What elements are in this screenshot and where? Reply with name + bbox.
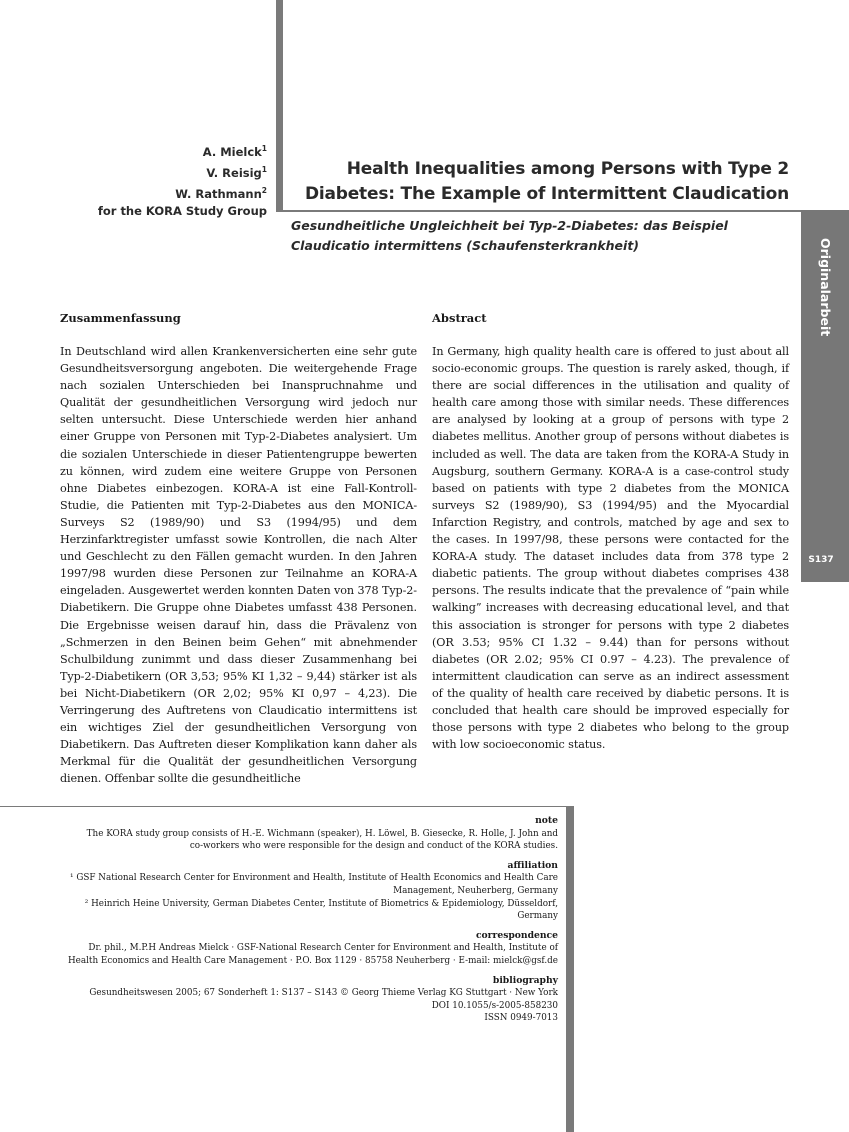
author-list	[60, 140, 267, 220]
side-tab	[801, 210, 849, 582]
note-line: co-workers who were responsible for the design and conduct of the KORA studies.	[189, 841, 558, 852]
author-group: for the KORA Study Group	[97, 204, 267, 219]
affiliation-line: ¹ GSF National Research Center for Environment and Health, Institute of Health Economics and Health Care	[70, 873, 558, 884]
author: V. Reisig$^1$	[206, 164, 267, 180]
paper-title-line: Diabetes: The Example of Intermittent Claudication	[304, 184, 789, 204]
affiliation-block	[40, 860, 558, 923]
affiliation-line: ² Heinrich Heine University, German Diabetes Center, Institute of Biometrics & Epidemiology, Düsseldorf,	[84, 898, 558, 909]
german-subtitle: Gesundheitliche Ungleichheit bei Typ-2-Diabetes: das Beispiel Claudicatio intermittens (Schaufensterkrankheit)	[291, 218, 728, 253]
article-type-label: Originalarbeit	[818, 237, 833, 337]
correspondence-line: Dr. phil., M.P.H Andreas Mielck · GSF-National Research Center for Environment and Health, Institute of	[88, 943, 558, 954]
abstract-section	[432, 310, 789, 753]
note-block	[40, 815, 558, 853]
author: W. Rathmann$^2$	[175, 185, 267, 201]
affiliation-heading: affiliation	[507, 859, 558, 871]
footnote-vertical-rule	[566, 806, 574, 1132]
footnote-box	[40, 815, 558, 1032]
abstract-text: In Germany, high quality health care is offered to just about all socio-economic groups. The question is rarely asked, though, if there are social differences in the utilisation and quality of health care among those with similar needs. These differences are analysed by looking at a group of persons with type 2 diabetes mellitus. Another group of persons without diabetes is included as well. The data are taken from the KORA-A Study in Augsburg, southern Germany. KORA-A is a case-control study based on patients with type 2 diabetes from the MONICA surveys S2 (1989/90), S3 (1994/95) and the Myocardial Infarction Registry, and controls, matched by age and sex to the cases. In 1997/98, these persons were contacted for the KORA-A study. The dataset includes data from 378 type 2 diabetic patients. The group without diabetes comprises 438 persons. The results indicate that the prevalence of “pain while walking” increases with decreasing educational level, and that this association is stronger for persons with type 2 diabetes (OR 3.53; 95% CI 1.32 – 9.44) than for persons without diabetes (OR 2.02; 95% CI 0.97 – 4.23). The prevalence of intermittent claudication can serve as an indirect assessment of the quality of health care received by diabetic persons. It is concluded that health care should be improved especially for those persons with type 2 diabetes who belong to the group with low socioeconomic status.	[432, 345, 789, 752]
correspondence-block	[40, 930, 558, 968]
affiliation-line: Germany	[517, 911, 558, 922]
zusammenfassung-heading: Zusammenfassung	[60, 311, 181, 325]
correspondence-line: Health Economics and Health Care Management · P.O. Box 1129 · 85758 Neuherberg · E-mail: mielck@gsf.de	[67, 955, 558, 966]
header-vertical-rule	[276, 0, 283, 212]
abstract-heading: Abstract	[432, 311, 487, 325]
bibliography-line: ISSN 0949-7013	[484, 1013, 558, 1024]
paper-title	[290, 157, 789, 207]
note-heading: note	[535, 815, 558, 826]
note-line: The KORA study group consists of H.-E. Wichmann (speaker), H. Löwel, B. Giesecke, R. Holle, J. John and	[86, 828, 558, 839]
bibliography-line: Gesundheitswesen 2005; 67 Sonderheft 1: S137 – S143 © Georg Thieme Verlag KG Stuttgart · New York	[89, 988, 558, 999]
footnote-top-rule	[0, 806, 574, 807]
bibliography-line: DOI 10.1055/s-2005-858230	[431, 1000, 558, 1011]
bibliography-heading: bibliography	[492, 974, 558, 986]
author: A. Mielck$^1$	[202, 144, 267, 159]
page-number: S137	[808, 555, 834, 565]
bibliography-block	[40, 975, 558, 1025]
paper-title-line: Health Inequalities among Persons with Type 2	[346, 159, 789, 179]
affiliation-line: Management, Neuherberg, Germany	[393, 885, 558, 896]
zusammenfassung-text: In Deutschland wird allen Krankenversicherten eine sehr gute Gesundheitsversorgung angeboten. Die weitergehende Frage nach sozialen Unterschieden bei Inanspruchnahme und Qualität der gesundheitlichen Versorgung wird jedoch nur selten untersucht. Diese Unterschiede werden hier anhand einer Gruppe von Personen mit Typ-2-Diabetes analysiert. Um die sozialen Unterschiede in dieser Patientengruppe bewerten zu können, wird zudem eine weitere Gruppe von Personen ohne Diabetes einbezogen. KORA-A ist eine Fall-Kontroll-Studie, die Patienten mit Typ-2-Diabetes aus den MONICA-Surveys S2 (1989/90) und S3 (1994/95) und dem Herzinfarktregister umfasst sowie Kontrollen, die nach Alter und Geschlecht zu den Fällen gemacht wurden. In den Jahren 1997/98 wurden diese Personen zur Teilnahme an KORA-A eingeladen. Ausgewertet werden konnten Daten von 378 Typ-2-Diabetikern. Die Gruppe ohne Diabetes umfasst 438 Personen. Die Ergebnisse weisen darauf hin, dass die Prävalenz von „Schmerzen in den Beinen beim Gehen“ mit abnehmender Schulbildung zunimmt und dass dieser Zusammenhang bei Typ-2-Diabetikern (OR 3,53; 95% KI 1,32 – 9,44) stärker ist als bei Nicht-Diabetikern (OR 2,02; 95% KI 0,97 – 4,23). Die Verringerung des Auftretens von Claudicatio intermittens ist ein wichtiges Ziel der gesundheitlichen Versorgung von Diabetikern. Das Auftreten dieser Komplikation kann daher als Merkmal für die Qualität der gesundheitlichen Versorgung dienen. Offenbar sollte die gesundheitliche	[60, 345, 417, 786]
zusammenfassung-section	[60, 310, 417, 787]
correspondence-heading: correspondence	[475, 929, 558, 941]
title-underline-rule	[276, 210, 849, 212]
